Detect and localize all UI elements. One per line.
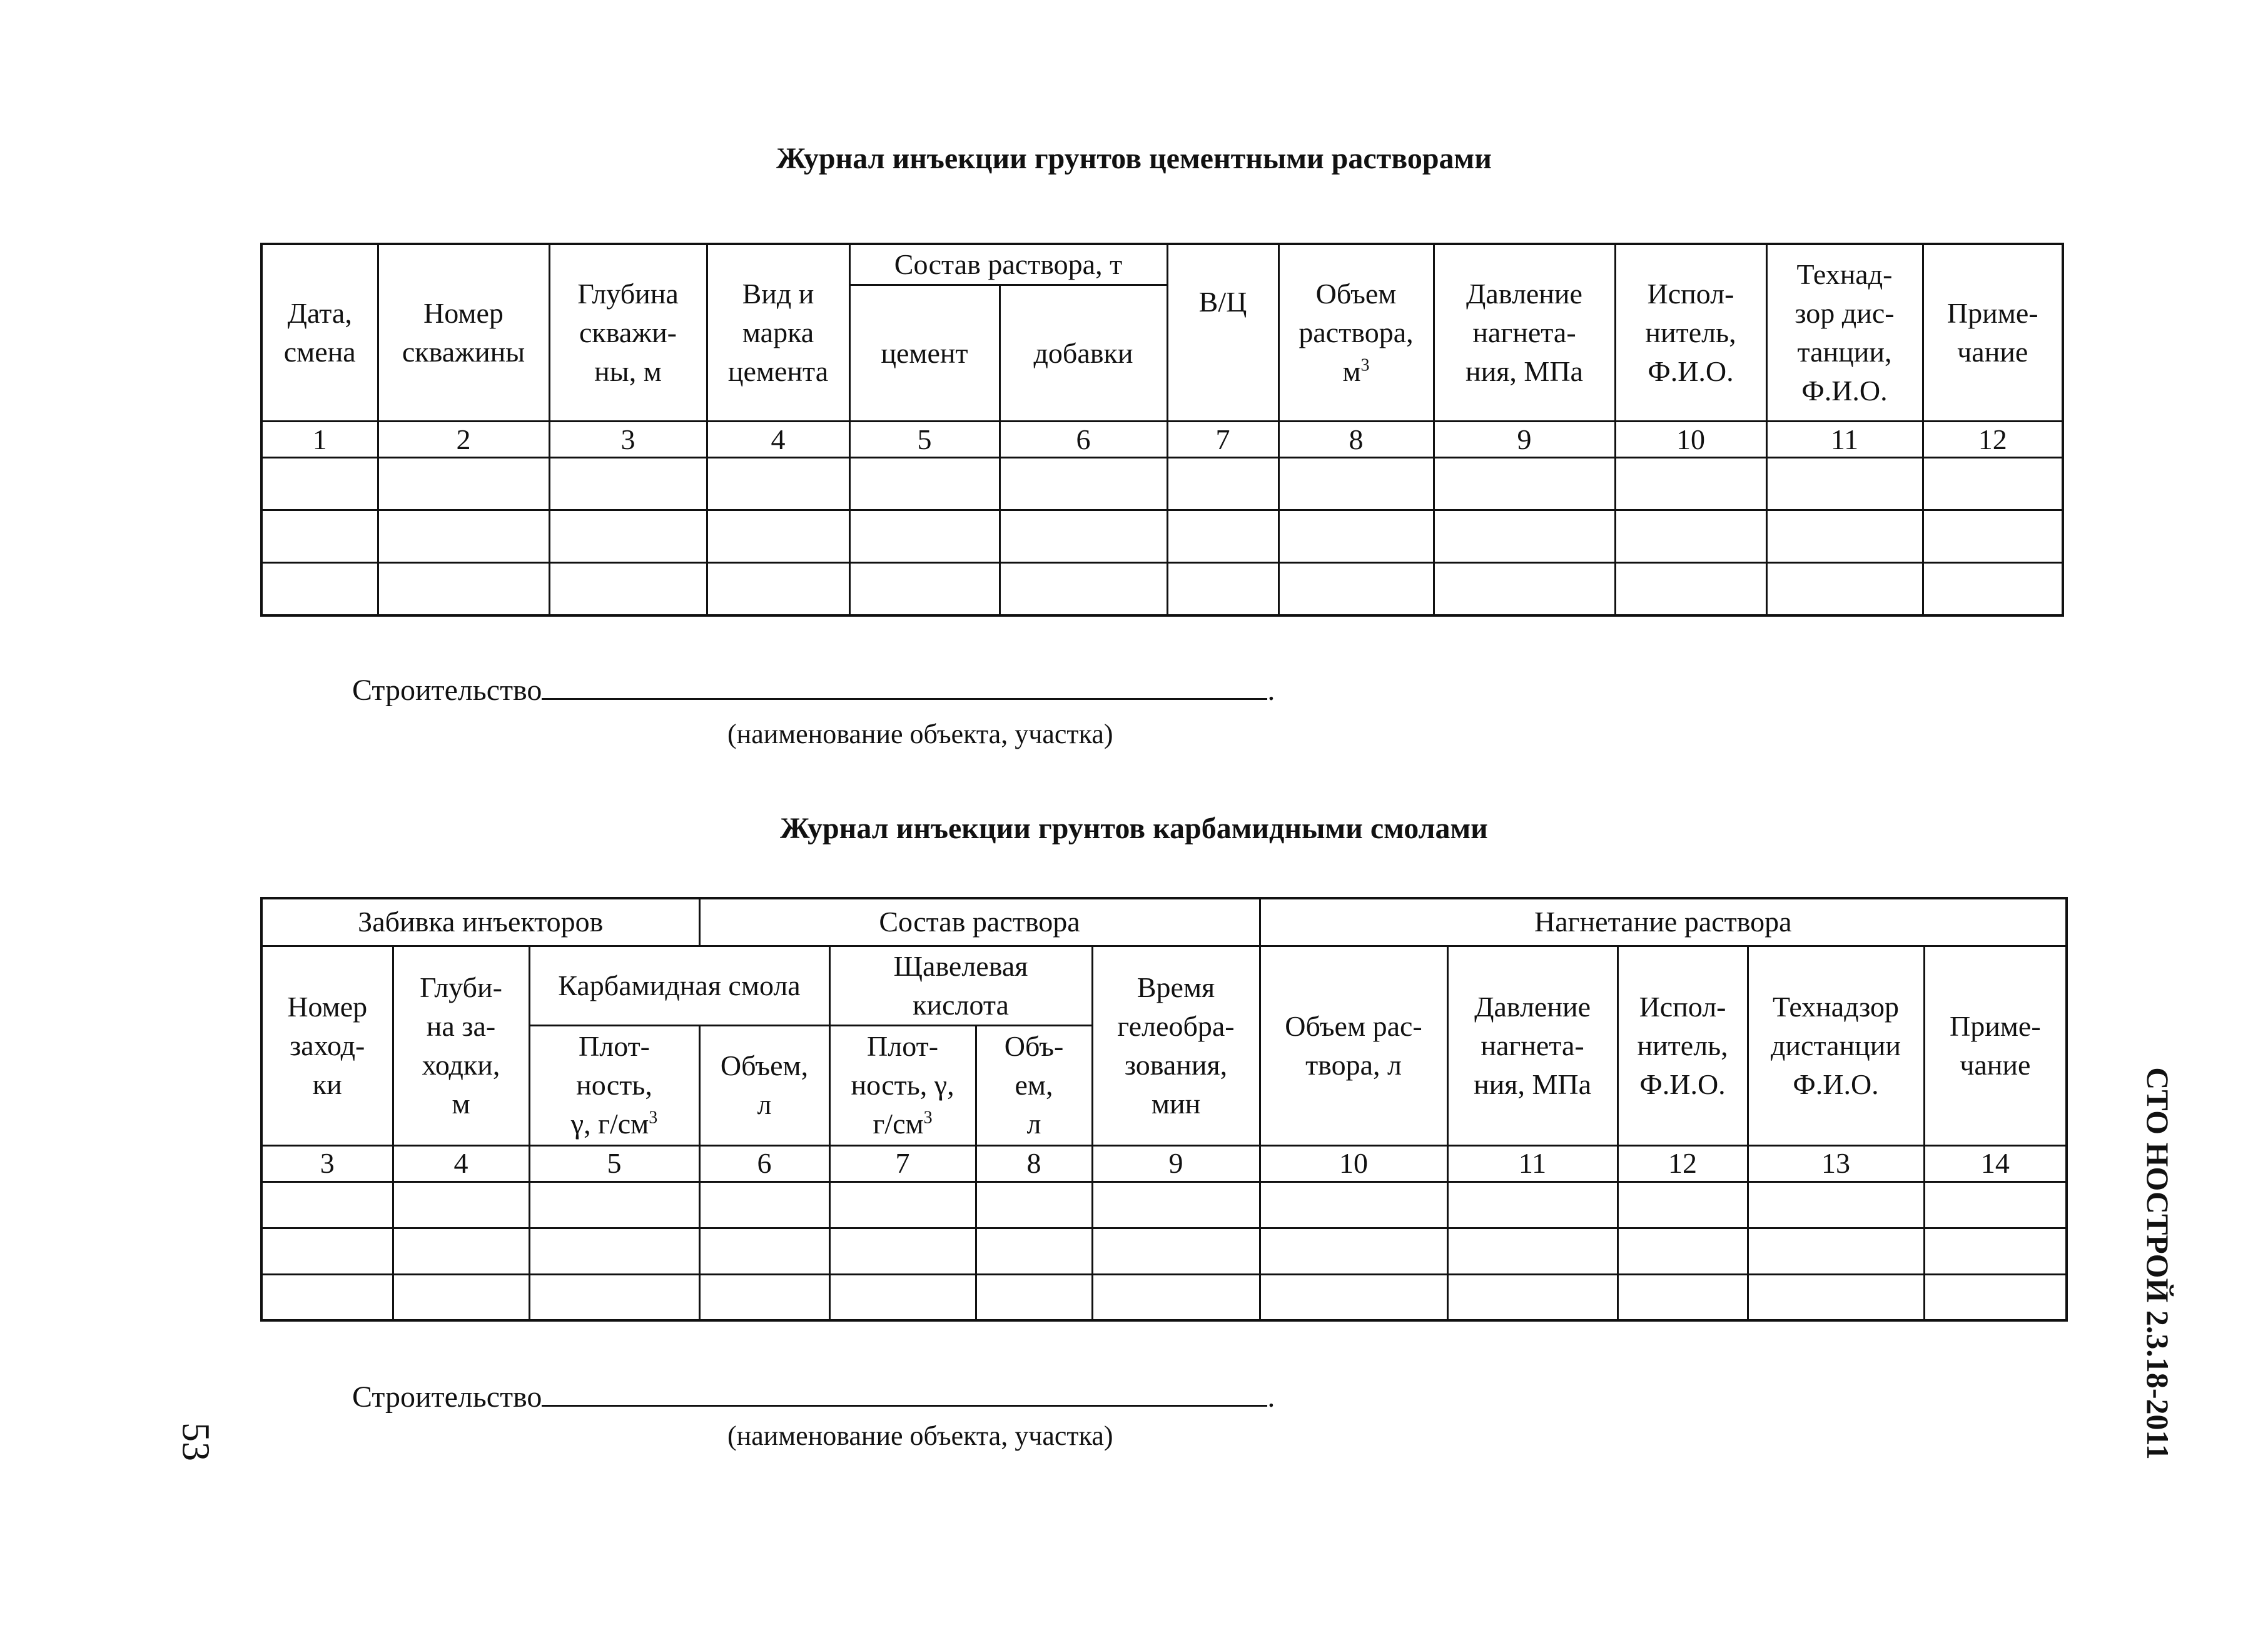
table-cell[interactable]: [1000, 510, 1167, 563]
table-row: [261, 510, 2063, 563]
table-cell[interactable]: [976, 1274, 1092, 1320]
table-cell[interactable]: [261, 458, 378, 510]
table-cell[interactable]: [1617, 1182, 1748, 1228]
header-executor: Испол- нитель, Ф.И.О.: [1615, 244, 1766, 422]
table-cell[interactable]: [829, 1274, 976, 1320]
table-row: [261, 1274, 2067, 1320]
table-cell[interactable]: [1748, 1182, 1924, 1228]
table-cell[interactable]: [378, 458, 549, 510]
table-cell[interactable]: [1092, 1228, 1260, 1274]
table-cell[interactable]: [549, 510, 707, 563]
table-row: [261, 458, 2063, 510]
header-resin-group: Карбамидная смола: [529, 946, 829, 1025]
table-cell[interactable]: [1278, 458, 1434, 510]
construction-end: .: [1267, 674, 1275, 707]
column-number: 1: [261, 422, 378, 458]
table-cell[interactable]: [1167, 458, 1278, 510]
table-cell[interactable]: [393, 1274, 529, 1320]
table-cell[interactable]: [1766, 458, 1923, 510]
construction-field-1: [352, 669, 1275, 709]
header-note: Приме- чание: [1923, 244, 2063, 422]
table-cell[interactable]: [976, 1228, 1092, 1274]
column-number: 4: [707, 422, 849, 458]
table-cell[interactable]: [261, 510, 378, 563]
table-cell[interactable]: [1923, 563, 2063, 615]
table-cell[interactable]: [1092, 1182, 1260, 1228]
construction-label: Строительство: [352, 674, 542, 707]
table-cell[interactable]: [707, 510, 849, 563]
table-cell[interactable]: [707, 458, 849, 510]
table-cell[interactable]: [549, 458, 707, 510]
table-row: [261, 563, 2063, 615]
table-cell[interactable]: [261, 563, 378, 615]
table-cell[interactable]: [1260, 1182, 1447, 1228]
table-cell[interactable]: [849, 458, 1000, 510]
table-cell[interactable]: [529, 1182, 699, 1228]
table-cell[interactable]: [529, 1274, 699, 1320]
table-cell[interactable]: [1615, 510, 1766, 563]
table-cell[interactable]: [1434, 510, 1615, 563]
column-number: 13: [1748, 1145, 1924, 1182]
table-cell[interactable]: [1923, 510, 2063, 563]
table-cell[interactable]: [1748, 1228, 1924, 1274]
table-cell[interactable]: [1447, 1274, 1617, 1320]
construction-label: Строительство: [352, 1380, 542, 1414]
table-cell[interactable]: [529, 1228, 699, 1274]
table-cell[interactable]: [1766, 510, 1923, 563]
table-cell[interactable]: [1924, 1274, 2067, 1320]
table-cell[interactable]: [1447, 1228, 1617, 1274]
column-number: 7: [829, 1145, 976, 1182]
table-cell[interactable]: [707, 563, 849, 615]
table-cell[interactable]: [976, 1182, 1092, 1228]
table-cell[interactable]: [1167, 563, 1278, 615]
header-executor: Испол- нитель, Ф.И.О.: [1617, 946, 1748, 1145]
column-number: 12: [1617, 1145, 1748, 1182]
column-number: 3: [549, 422, 707, 458]
header-pressure: Давление нагнета- ния, МПа: [1434, 244, 1615, 422]
construction-input-line[interactable]: [542, 669, 1267, 700]
header-acid-group: Щавелевая кислота: [829, 946, 1092, 1025]
header-composition-group: Состав раствора, т: [849, 244, 1167, 285]
header-acid-density: Плот- ность, γ, $г/см^3$: [829, 1025, 976, 1145]
table-cell[interactable]: [1000, 458, 1167, 510]
table-cell[interactable]: [1923, 458, 2063, 510]
table-cell[interactable]: [1278, 563, 1434, 615]
column-number: 6: [699, 1145, 829, 1182]
table-cell[interactable]: [378, 510, 549, 563]
header-acid-volume: Объ- ем, л: [976, 1025, 1092, 1145]
table-cell[interactable]: [1260, 1274, 1447, 1320]
table-cell[interactable]: [1617, 1274, 1748, 1320]
table-cell[interactable]: [1924, 1182, 2067, 1228]
column-number: 5: [529, 1145, 699, 1182]
header-date-shift: Дата, смена: [261, 244, 378, 422]
header-cement: цемент: [849, 285, 1000, 422]
table-row: [261, 1182, 2067, 1228]
header-pass-number: Номер заход- ки: [261, 946, 393, 1145]
column-number: 11: [1766, 422, 1923, 458]
table-cell[interactable]: [699, 1274, 829, 1320]
table-cell[interactable]: [1260, 1228, 1447, 1274]
column-number: 2: [378, 422, 549, 458]
table-cell[interactable]: [1748, 1274, 1924, 1320]
header-resin-density: Плот- ность, γ, $г/см^3$: [529, 1025, 699, 1145]
table-cell[interactable]: [261, 1274, 393, 1320]
document-code: СТО НОСТРОЙ 2.3.18-2011: [2140, 1067, 2175, 1460]
header-supervisor: Технадзор дистанции Ф.И.О.: [1748, 946, 1924, 1145]
column-number: 10: [1615, 422, 1766, 458]
table-cell[interactable]: [1447, 1182, 1617, 1228]
table-cell[interactable]: [1615, 563, 1766, 615]
table-cell[interactable]: [1092, 1274, 1260, 1320]
journal2-title: Журнал инъекции грунтов карбамидными смолами: [780, 812, 1488, 845]
table-cell[interactable]: [261, 1228, 393, 1274]
table-cell[interactable]: [378, 563, 549, 615]
header-supervisor: Технад- зор дис- танции, Ф.И.О.: [1766, 244, 1923, 422]
column-number: 10: [1260, 1145, 1447, 1182]
construction-end: .: [1267, 1380, 1275, 1414]
table-cell[interactable]: [261, 1182, 393, 1228]
table-cell[interactable]: [1278, 510, 1434, 563]
table-cell[interactable]: [699, 1228, 829, 1274]
column-number: 11: [1447, 1145, 1617, 1182]
column-number: 9: [1434, 422, 1615, 458]
header-solution-volume: Объем рас- твора, л: [1260, 946, 1447, 1145]
table-cell[interactable]: [1924, 1228, 2067, 1274]
construction-input-line[interactable]: [542, 1376, 1267, 1407]
column-number: 5: [849, 422, 1000, 458]
journal2-table: [260, 897, 2068, 1322]
header-well-depth: Глубина скважи- ны, м: [549, 244, 707, 422]
construction-field-2: [352, 1376, 1275, 1416]
group-injectors: Забивка инъекторов: [261, 898, 699, 946]
construction-caption: (наименование объекта, участка): [727, 1420, 1113, 1451]
header-gel-time: Время гелеобра- зования, мин: [1092, 946, 1260, 1145]
header-resin-volume: Объем, л: [699, 1025, 829, 1145]
column-number: 12: [1923, 422, 2063, 458]
group-composition: Состав раствора: [699, 898, 1260, 946]
journal1-title: Журнал инъекции грунтов цементными растворами: [776, 142, 1492, 175]
table-cell[interactable]: [1617, 1228, 1748, 1274]
header-wc-ratio: В/Ц: [1167, 244, 1278, 422]
journal1-table: [260, 243, 2064, 617]
table-row: [261, 1228, 2067, 1274]
table-cell[interactable]: [1434, 458, 1615, 510]
header-pressure: Давление нагнета- ния, МПа: [1447, 946, 1617, 1145]
header-cement-type: Вид и марка цемента: [707, 244, 849, 422]
table-cell[interactable]: [699, 1182, 829, 1228]
table-cell[interactable]: [1000, 563, 1167, 615]
table-cell[interactable]: [1167, 510, 1278, 563]
page-number: 53: [174, 1422, 217, 1461]
header-solution-volume: Объем раствора, $м^3$: [1278, 244, 1434, 422]
table-cell[interactable]: [549, 563, 707, 615]
column-number: 9: [1092, 1145, 1260, 1182]
construction-caption: (наименование объекта, участка): [727, 719, 1113, 749]
header-well-number: Номер скважины: [378, 244, 549, 422]
group-injection: Нагнетание раствора: [1260, 898, 2067, 946]
column-number: 3: [261, 1145, 393, 1182]
header-additives: добавки: [1000, 285, 1167, 422]
table-cell[interactable]: [849, 563, 1000, 615]
column-number: 14: [1924, 1145, 2067, 1182]
column-number: 8: [976, 1145, 1092, 1182]
table-cell[interactable]: [829, 1228, 976, 1274]
table-cell[interactable]: [829, 1182, 976, 1228]
column-number: 4: [393, 1145, 529, 1182]
header-note: Приме- чание: [1924, 946, 2067, 1145]
column-number: 6: [1000, 422, 1167, 458]
column-number: 7: [1167, 422, 1278, 458]
table-cell[interactable]: [1434, 563, 1615, 615]
table-cell[interactable]: [849, 510, 1000, 563]
header-pass-depth: Глуби- на за- ходки, м: [393, 946, 529, 1145]
column-number: 8: [1278, 422, 1434, 458]
table-cell[interactable]: [1766, 563, 1923, 615]
table-cell[interactable]: [1615, 458, 1766, 510]
table-cell[interactable]: [393, 1182, 529, 1228]
table-cell[interactable]: [393, 1228, 529, 1274]
